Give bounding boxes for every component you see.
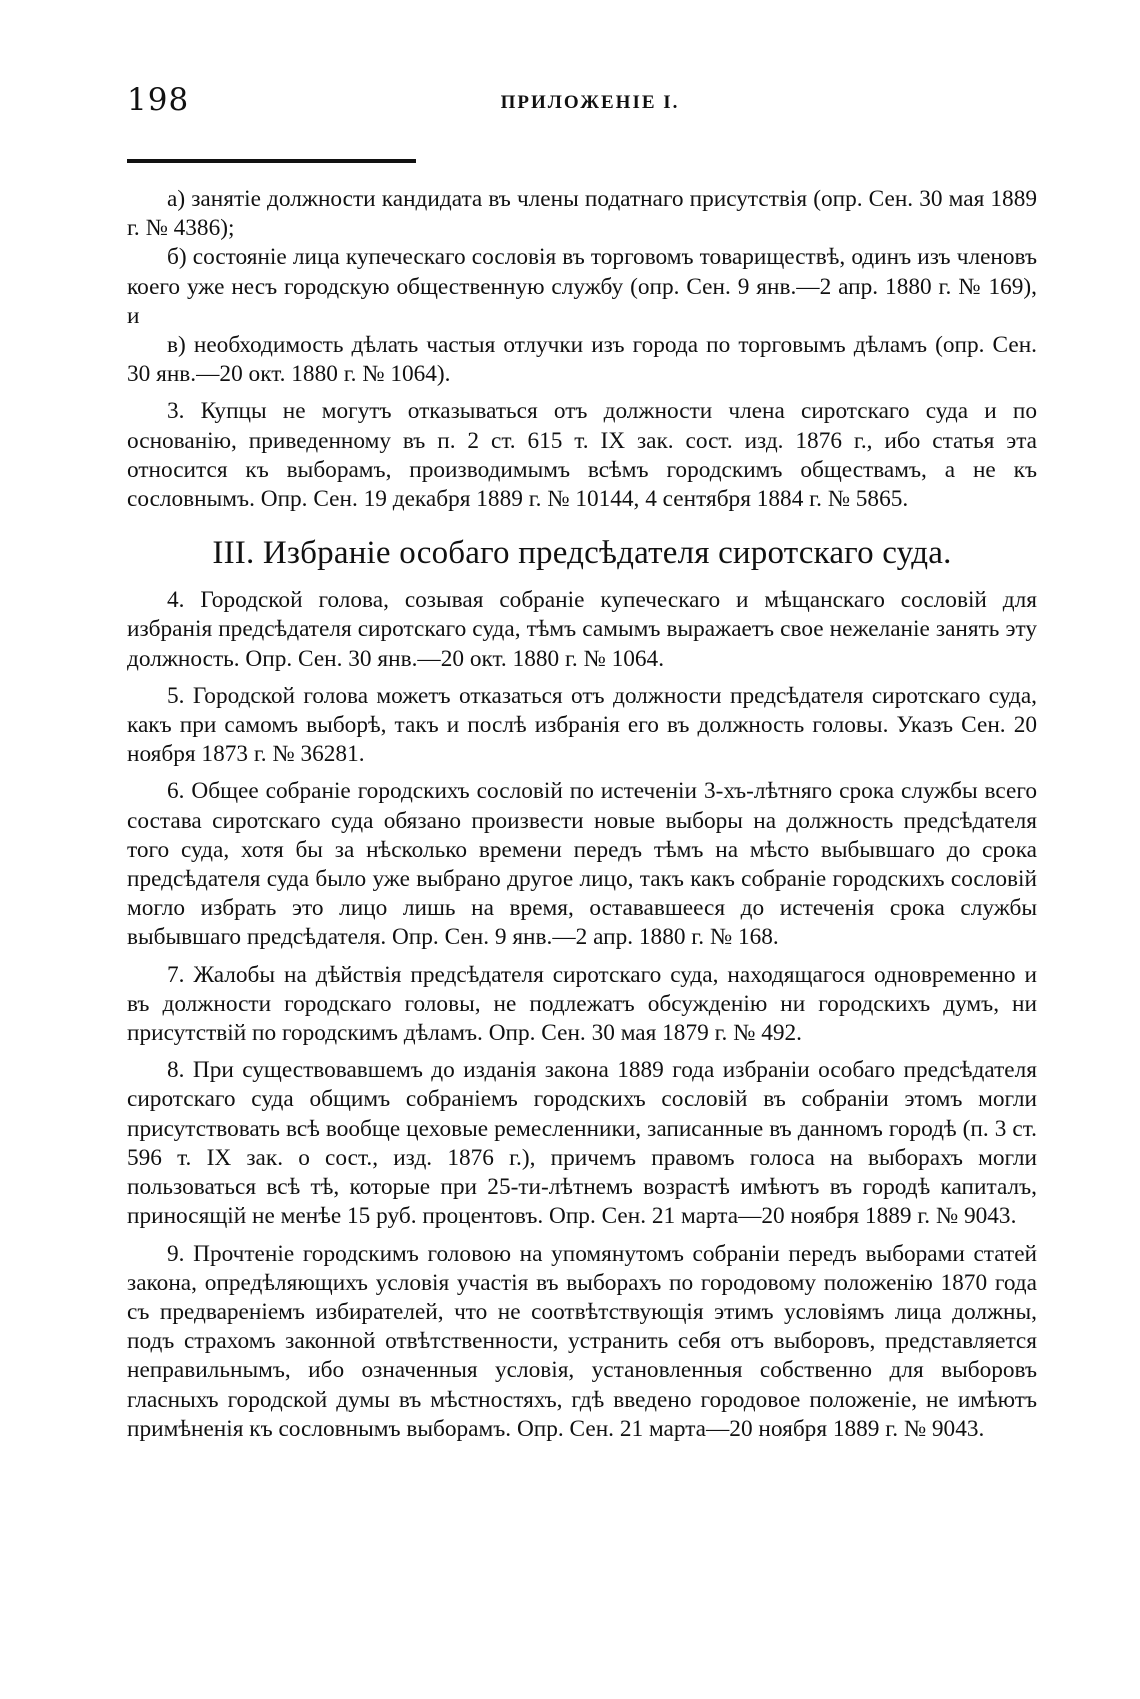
paragraph-4: 4. Городской голова, созывая собраніе купеческаго и мѣщанскаго сословій для избранія предсѣдателя сиротскаго суда, тѣмъ самымъ выражаетъ свое нежеланіе занять эту должность. Опр. Сен. 30 янв.—20 окт. 1880 г. № 1064. (127, 587, 1037, 672)
paragraph-8: 8. При существовавшемъ до изданія закона 1889 года избраніи особаго предсѣдателя сиротскаго суда общимъ собраніемъ городскихъ сословій въ собраніи этомъ могли присутствовать всѣ вообще цеховые ремесленники, записанные въ данномъ городѣ (п. 3 ст. 596 т. IX зак. о сост., изд. 1876 г.), причемъ правомъ голоса на выборахъ могли пользоваться всѣ тѣ, которые при 25-ти-лѣтнемъ возрастѣ имѣютъ въ городѣ капиталъ, приносящій не менѣе 15 руб. процентовъ. Опр. Сен. 21 марта—20 ноября 1889 г. № 9043. (127, 1057, 1037, 1230)
paragraph-5: 5. Городской голова можетъ отказаться отъ должности предсѣдателя сиротскаго суда, какъ при самомъ выборѣ, такъ и послѣ избранія его въ должность головы. Указъ Сен. 20 ноября 1873 г. № 36281. (127, 682, 1037, 768)
paragraph-7: 7. Жалобы на дѣйствія предсѣдателя сиротскаго суда, находящагося одновременно и въ должности городскаго головы, не подлежатъ обсужденію ни городскихъ думъ, ни присутствій по городскимъ дѣламъ. Опр. Сен. 30 мая 1879 г. № 492. (127, 961, 1037, 1047)
page-number: 198 (127, 82, 190, 118)
page-body (127, 185, 1037, 1444)
section-heading: III. Избраніе особаго предсѣдателя сиротскаго суда. (212, 535, 952, 572)
paragraph-9: 9. Прочтеніе городскимъ головою на упомянутомъ собраніи передъ выборами статей закона, опредѣляющихъ условія участія въ выборахъ по городовому положенію 1870 года съ предвареніемъ избирателей, что не соотвѣтствующія этимъ условіямъ лица должны, подъ страхомъ законной отвѣтственности, устранить себя отъ выборовъ, представляется неправильнымъ, ибо означенныя условія, установленныя собственно для выборовъ гласныхъ городской думы въ мѣстностяхъ, гдѣ введено городовое положеніе, не имѣютъ примѣненія къ сословнымъ выборамъ. Опр. Сен. 21 марта—20 ноября 1889 г. № 9043. (127, 1240, 1037, 1442)
item-a: а) занятіе должности кандидата въ члены податнаго присутствія (опр. Сен. 30 мая 1889 г. № 4386); (127, 186, 1037, 242)
running-head: ПРИЛОЖЕНІЕ I. (500, 92, 680, 113)
paragraph-6: 6. Общее собраніе городскихъ сословій по истеченіи 3-хъ-лѣтняго срока службы всего состава сиротскаго суда обязано произвести новые выборы на должность предсѣдателя того суда, хотя бы за нѣсколько времени передъ тѣмъ на мѣсто выбывшаго до срока предсѣдателя суда было уже выбрано другое лицо, такъ какъ собраніе городскихъ сословій могло избрать это лицо лишь на время, остававшееся до истеченія срока службы выбывшаго предсѣдателя. Опр. Сен. 9 янв.—2 апр. 1880 г. № 168. (127, 778, 1037, 951)
item-b: б) состояніе лица купеческаго сословія въ торговомъ товариществѣ, одинъ изъ членовъ коего уже несъ городскую общественную службу (опр. Сен. 9 янв.—2 апр. 1880 г. № 169), и (127, 244, 1037, 329)
item-c: в) необходимость дѣлать частыя отлучки изъ города по торговымъ дѣламъ (опр. Сен. 30 янв.—20 окт. 1880 г. № 1064). (127, 332, 1037, 388)
footnote-rule (127, 159, 416, 163)
paragraph-3: 3. Купцы не могутъ отказываться отъ должности члена сиротскаго суда и по основанію, приведенному въ п. 2 ст. 615 т. IX зак. сост. изд. 1876 г., ибо статья эта относится къ выборамъ, производимымъ всѣмъ городскимъ обществамъ, а не къ сословнымъ. Опр. Сен. 19 декабря 1889 г. № 10144, 4 сентября 1884 г. № 5865. (127, 398, 1037, 513)
